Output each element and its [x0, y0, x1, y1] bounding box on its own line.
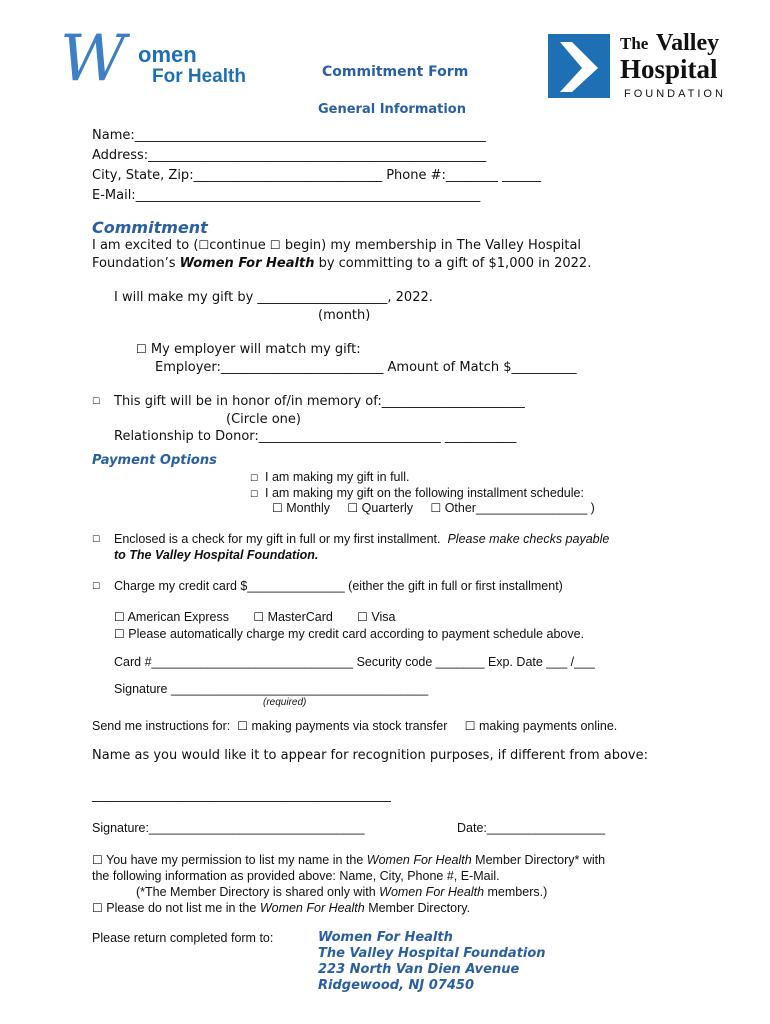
valley-hospital-logo: [548, 30, 738, 104]
stock-transfer-label: making payments via stock transfer: [251, 719, 448, 733]
card-signature-field[interactable]: Signature _____________________________________: [114, 682, 429, 696]
checkbox-icon[interactable]: ☐: [464, 719, 476, 733]
small-checkbox-icon[interactable]: ☐: [250, 490, 259, 500]
address-field[interactable]: Address:____________________________________________________: [92, 148, 487, 163]
relationship-field[interactable]: Relationship to Donor:____________________________ ___________: [114, 429, 517, 444]
installment-option[interactable]: [250, 486, 584, 500]
directory-decline-option[interactable]: [92, 901, 470, 915]
circle-one-label: (Circle one): [226, 412, 301, 427]
amex-label: American Express: [127, 610, 229, 624]
date-field[interactable]: Date:_________________: [457, 821, 606, 835]
checkbox-icon[interactable]: ☐: [253, 610, 265, 624]
logo-foundation: FOUNDATION: [624, 88, 726, 100]
commitment-text: I am excited to (: [92, 238, 199, 253]
payable-to: to The Valley Hospital Foundation.: [114, 548, 319, 562]
gift-by-field[interactable]: I will make my gift by ____________________, 2022.: [114, 290, 433, 305]
checkbox-icon[interactable]: ☐: [269, 238, 281, 252]
full-gift-option[interactable]: [250, 470, 410, 484]
check-label: Enclosed is a check for my gift in full or my first installment.: [114, 532, 441, 546]
continue-label: continue: [209, 238, 266, 253]
auto-charge-option[interactable]: [114, 627, 584, 641]
checkbox-icon[interactable]: ☐: [114, 627, 125, 641]
directory-permission-option[interactable]: [92, 853, 605, 867]
wfh-name: Women For Health: [259, 901, 365, 915]
checkbox-icon[interactable]: ☐: [198, 238, 210, 252]
form-title: Commitment Form: [322, 64, 469, 80]
schedule-options: [272, 501, 595, 515]
employer-field[interactable]: Employer:_________________________ Amount of Match $__________: [155, 360, 577, 375]
small-checkbox-icon[interactable]: ☐: [250, 474, 259, 484]
checkbox-icon[interactable]: ☐: [92, 853, 103, 867]
checkbox-icon[interactable]: ☐: [92, 901, 103, 915]
credit-card-amount-field[interactable]: Charge my credit card $______________ (either the gift in full or first installment): [114, 579, 563, 593]
employer-match-option[interactable]: [136, 342, 361, 357]
checkbox-icon[interactable]: ☐: [136, 342, 147, 356]
commitment-text: Foundation’s: [92, 256, 180, 271]
commitment-line-1: [92, 238, 581, 253]
directory-note-text: (*The Member Directory is shared only with: [136, 885, 380, 899]
commitment-text: by committing to a gift of $1,000 in 2022.: [314, 256, 592, 271]
checkbox-icon[interactable]: ☐: [347, 501, 359, 515]
check-note: Please make checks payable: [447, 532, 610, 546]
installment-label: I am making my gift on the following installment schedule:: [265, 486, 584, 500]
logo-valley: Valley: [656, 30, 720, 56]
begin-label: begin) my membership in The Valley Hospital: [284, 238, 582, 253]
recognition-text: Name as you would like it to appear for recognition purposes, if different from above:: [92, 748, 648, 763]
other-field[interactable]: Other________________ ): [444, 501, 595, 515]
check-option: [114, 532, 609, 546]
directory-text: Member Directory.: [364, 901, 471, 915]
email-field[interactable]: E-Mail:_____________________________________________________: [92, 188, 481, 203]
wfh-name: Women For Health: [379, 885, 485, 899]
commitment-heading: Commitment: [92, 218, 208, 237]
checkbox-icon[interactable]: ☐: [114, 610, 125, 624]
card-type-options: [114, 610, 396, 624]
return-line-4: Ridgewood, NJ 07450: [318, 978, 475, 993]
directory-text: You have my permission to list my name in the: [106, 853, 367, 867]
honor-memory-field[interactable]: This gift will be in honor of/in memory of:______________________: [114, 394, 525, 409]
city-phone-field[interactable]: City, State, Zip:_____________________________ Phone #:________ ______: [92, 168, 542, 183]
small-checkbox-icon[interactable]: ☐: [92, 397, 101, 407]
logo-text-omen: omen: [138, 42, 197, 67]
logo-text-for-health: For Health: [152, 66, 246, 87]
women-for-health-logo: [60, 22, 260, 100]
directory-note-text: members.): [484, 885, 548, 899]
directory-text: Member Directory* with: [471, 853, 606, 867]
visa-label: Visa: [371, 610, 396, 624]
logo-hospital: Hospital: [620, 54, 718, 84]
section-subtitle: General Information: [318, 102, 466, 117]
monthly-label: Monthly: [286, 501, 331, 515]
employer-match-label: My employer will match my gift:: [150, 342, 361, 357]
checkbox-icon[interactable]: ☐: [357, 610, 368, 624]
auto-charge-label: Please automatically charge my credit card according to payment schedule above.: [128, 627, 585, 641]
checkbox-icon[interactable]: ☐: [430, 501, 442, 515]
return-line-1: Women For Health: [318, 930, 453, 945]
card-number-field[interactable]: Card #_____________________________ Security code _______ Exp. Date ___ /___: [114, 655, 595, 669]
directory-text: Please do not list me in the: [106, 901, 260, 915]
logo-the: The: [620, 34, 649, 53]
commitment-line-2: [92, 256, 591, 271]
valley-hospital-mark-icon: [548, 34, 610, 98]
checkbox-icon[interactable]: ☐: [237, 719, 248, 733]
mastercard-label: MasterCard: [267, 610, 333, 624]
full-gift-label: I am making my gift in full.: [265, 470, 410, 484]
instructions-row: [92, 719, 617, 733]
small-checkbox-icon[interactable]: ☐: [92, 582, 101, 592]
online-payment-label: making payments online.: [479, 719, 618, 733]
return-line-2: The Valley Hospital Foundation: [318, 946, 546, 961]
name-field[interactable]: Name:______________________________________________________: [92, 128, 486, 143]
directory-note: [136, 885, 547, 899]
month-label: (month): [318, 308, 371, 323]
checkbox-icon[interactable]: ☐: [272, 501, 283, 515]
required-label: (required): [263, 697, 307, 708]
return-label: Please return completed form to:: [92, 931, 274, 945]
logo-script-w: W: [60, 22, 126, 96]
return-line-3: 223 North Van Dien Avenue: [318, 962, 520, 977]
recognition-name-field[interactable]: ______________________________________________: [92, 788, 391, 803]
directory-info-line: the following information as provided above: Name, City, Phone #, E-Mail.: [92, 869, 500, 883]
wfh-name: Women For Health: [366, 853, 472, 867]
wfh-name: Women For Health: [179, 256, 315, 271]
payment-options-heading: Payment Options: [92, 453, 217, 468]
small-checkbox-icon[interactable]: ☐: [92, 535, 101, 545]
signature-field[interactable]: Signature:_______________________________: [92, 821, 365, 835]
quarterly-label: Quarterly: [361, 501, 414, 515]
instructions-label: Send me instructions for:: [92, 719, 231, 733]
